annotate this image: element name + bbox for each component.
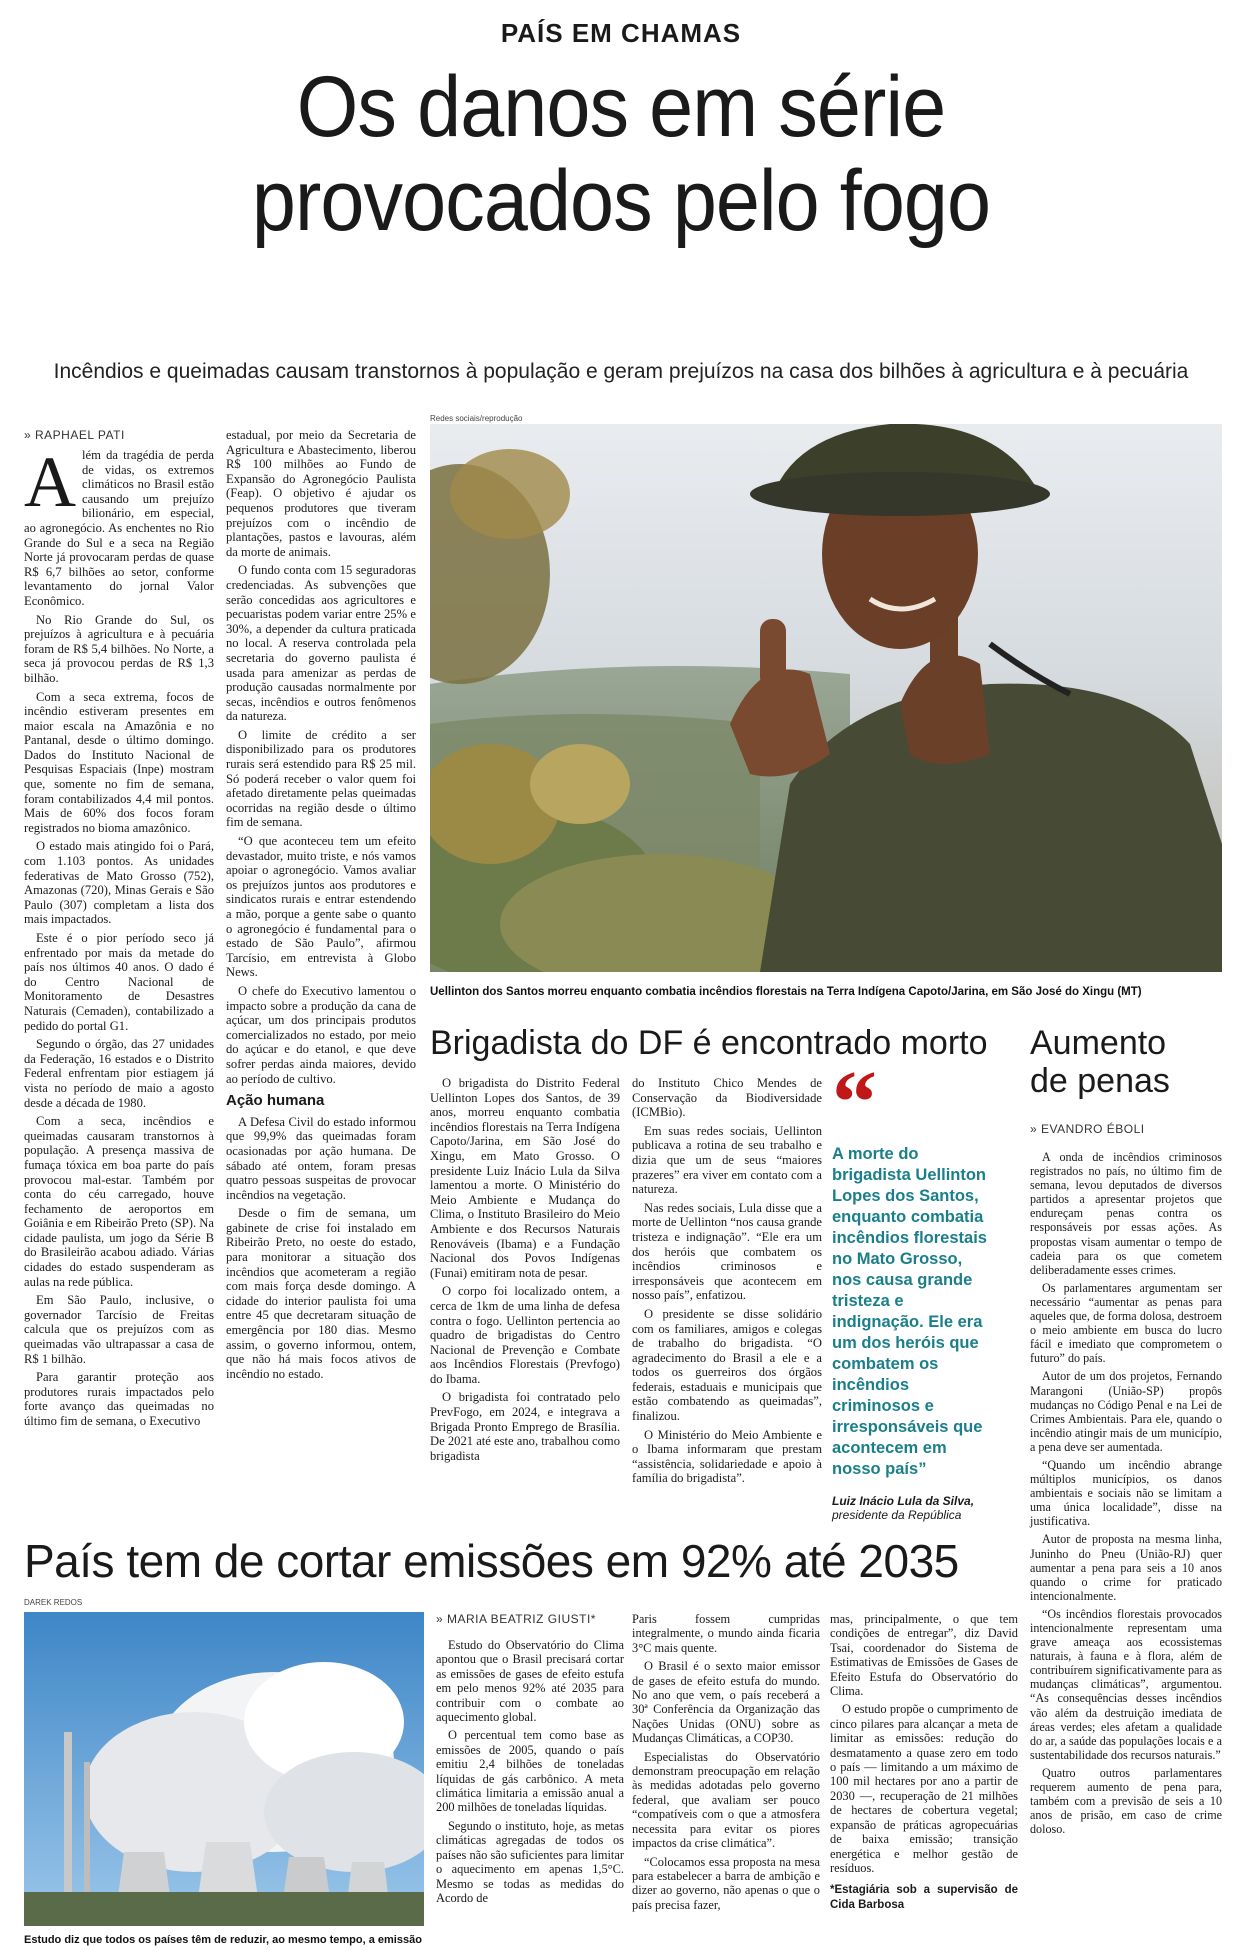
- emissoes-col1-para: O percentual tem como base as emissões de 2005, quando o país emitiu 2,4 bilhões de toneladas líquidas de gás carbônico. A meta climática limitaria a emissão anual a 200 milhões de toneladas líquidas.: [436, 1728, 624, 1815]
- headline-line-1: Os danos em série: [296, 59, 946, 155]
- emissoes-column-2: [632, 1612, 820, 1916]
- penas-para: Autor de um dos projetos, Fernando Marangoni (União-SP) propôs mudanças no Código Penal e na Lei de Crimes Ambientais. Para ele, quando o incêndio atingir mais de um município, a pena deve ser aumentada.: [1030, 1369, 1222, 1454]
- main-column-1: [24, 442, 214, 1433]
- brigadista-col2-para: O presidente se disse solidário com os familiares, amigos e colegas de trabalho do brigadista. “O agradecimento do Brasil a ele e a todos os guerreiros dos órgãos federais, estaduais e municipais que estão combatendo as queimadas”, finalizou.: [632, 1306, 822, 1424]
- photo-credit: Redes sociais/reprodução: [430, 414, 523, 423]
- brigadista-col2-para: Em suas redes sociais, Uellinton publicava a rotina de seu trabalho e dizia que um de seus “maiores prazeres” era viver em contato com a natureza.: [632, 1123, 822, 1197]
- main-col1-para: Segundo o órgão, das 27 unidades da Federação, 16 estados e o Distrito Federal enfrentam pior estiagem já vista no período de maio a agosto desde a década de 1980.: [24, 1037, 214, 1110]
- main-col1-para: Com a seca, incêndios e queimadas causaram transtornos à população. A presença massiva de fumaça tóxica em boa parte do país provocou mal-estar. Também por conta do céu carregado, houve fechamento de aeroportos em Goiânia e em Ribeirão Preto (SP). Na cidade paulista, um jogo da Série B do Brasileirão acabou adiado. Várias cidades do estado suspenderam as aulas na rede pública.: [24, 1114, 214, 1289]
- emissoes-col1-para: Estudo do Observatório do Clima apontou que o Brasil precisará cortar as emissões de gases de efeito estufa em pelo menos 92% até 2035 para contribuir com o combate ao aquecimento global.: [436, 1638, 624, 1725]
- pull-quote-text: A morte do brigadista Uellinton Lopes dos Santos, enquanto combatia incêndios florestais no Mato Grosso, nos causa grande tristeza e indignação. Ele era um dos heróis que combatem os incêndios criminosos e irresponsáveis que acontecem em nosso país”: [832, 1145, 987, 1478]
- main-headline: [59, 60, 1183, 248]
- brigadista-col1-para: O brigadista do Distrito Federal Uellinton Lopes dos Santos, de 39 anos, morreu enquanto combatia incêndios florestais na Terra Indígena Capoto/Jarina, em São José do Xingu, em Mato Grosso. O presidente Luiz Inácio Lula da Silva lamentou a morte. O Ministério do Meio Ambiente e Mudança do Clima, o Instituto Brasileiro do Meio Ambiente e dos Recursos Naturais Renováveis (Ibama) e a Fundação Nacional dos Povos Indígenas (Funai) emitiram nota de pesar.: [430, 1076, 620, 1280]
- emissoes-column-1: [436, 1638, 624, 1909]
- pull-quote-attribution: [832, 1494, 992, 1522]
- brigadista-col1-para: O corpo foi localizado ontem, a cerca de 1km de uma linha de defesa contra o fogo. Uellinton pertencia ao quadro de brigadistas do Centro Nacional de Prevenção e Combate aos Incêndios Florestais (Prevfogo) do Ibama.: [430, 1284, 620, 1386]
- brigadista-column-1: [430, 1076, 620, 1467]
- main-col1-para: Com a seca extrema, focos de incêndio estiveram presentes em maior escala na Amazônia e no Pantanal, desde o último domingo. Dados do Instituto Nacional de Pesquisas Espaciais (Inpe) mostram que, somente no fim de semana, foram contabilizados 4,4 mil pontos. Mais de 60% dos focos foram registrados no bioma amazônico.: [24, 689, 214, 835]
- penas-para: “Os incêndios florestais provocados intencionalmente representam uma grave ameaça aos ecossistemas naturais, à fauna e à flora, além de contribuírem significativamente para as mudanças climáticas”, argumentou. “As consequências desses incêndios vão além da destruição imediata de áreas verdes; eles afetam a qualidade do ar, a saúde das populações locais e a sustentabilidade dos recursos naturais.”: [1030, 1606, 1222, 1762]
- main-col1-para: Em São Paulo, inclusive, o governador Tarcísio de Freitas calcula que os prejuízos com as queimadas vão ultrapassar a casa de R$ 1 bilhão.: [24, 1293, 214, 1366]
- main-col2-para: estadual, por meio da Secretaria de Agricultura e Abastecimento, liberou R$ 100 milhões ao Fundo de Expansão do Agronegócio Paulista (Feap). O objetivo é ajudar os pequenos produtores que tiveram prejuízos com o incêndio de plantações, pastos e lavouras, além da morte de animais.: [226, 428, 416, 559]
- emissoes-col3-para: mas, principalmente, o que tem condições de entregar”, diz David Tsai, coordenador do Sistema de Estimativas de Emissões de Gases de Efeito Estufa do Observatório do Clima.: [830, 1612, 1018, 1699]
- headline-line-2: provocados pelo fogo: [251, 153, 991, 249]
- penas-para: “Quando um incêndio abrange múltiplos municípios, os danos ambientais e sociais não se limitam a uma única localidade”, disse na justificativa.: [1030, 1457, 1222, 1529]
- main-column-2: [226, 428, 416, 1385]
- main-byline: » RAPHAEL PATI: [24, 428, 125, 442]
- power-plant-illustration: [24, 1612, 424, 1926]
- main-col1-para: No Rio Grande do Sul, os prejuízos à agricultura e à pecuária foram de R$ 5,4 bilhões. No Norte, a seca já provocou perdas de R$ 1,3 bilhão.: [24, 612, 214, 685]
- main-col1-para: Este é o pior período seco já enfrentado por mais da metade do país nos últimos 40 anos. O dado é do Centro Nacional de Monitoramento de Desastres Naturais (Cemaden), contabilizado a pedido do portal G1.: [24, 931, 214, 1033]
- emissoes-col3-para: O estudo propõe o cumprimento de cinco pilares para alcançar a meta de limitar as emissões: redução do desmatamento a quase zero em todo o país — limitando a um máximo de 100 mil hectares por ano a partir de 2030 —, recuperação de 21 milhões de hectares de cobertura vegetal; expansão de práticas agropecuárias de baixa emissão; transição energética e melhor gestão de resíduos.: [830, 1702, 1018, 1875]
- emissoes-col2-para: O Brasil é o sexto maior emissor de gases de efeito estufa do mundo. No ano que vem, o país receberá a 30ª Conferência da Organização das Nações Unidas (ONU) sobre as Mudanças Climáticas, a COP30.: [632, 1659, 820, 1746]
- headline-deck: Incêndios e queimadas causam transtornos à população e geram prejuízos na casa dos bilhões à agricultura e à pecuária: [53, 360, 1189, 383]
- intern-note: *Estagiária sob a supervisão de Cida Barbosa: [830, 1884, 1018, 1911]
- brigadista-photo: [430, 424, 1222, 972]
- emissoes-byline: » MARIA BEATRIZ GIUSTI*: [436, 1612, 596, 1626]
- main-col1-para: Além da tragédia de perda de vidas, os extremos climáticos no Brasil estão causando um prejuízo bilionário, em especial, ao agronegócio. As enchentes no Rio Grande do Sul e a seca na Região Norte já provocaram perdas de quase R$ 6,7 bilhões ao setor, conforme levantamento do jornal Valor Econômico.: [24, 442, 214, 608]
- brigadista-col2-para: do Instituto Chico Mendes de Conservação da Biodiversidade (ICMBio).: [632, 1076, 822, 1120]
- pull-quote-name: Luiz Inácio Lula da Silva,: [832, 1494, 975, 1508]
- main-col1-para: O estado mais atingido foi o Pará, com 1.103 pontos. As unidades federativas de Mato Grosso (752), Amazonas (720), Minas Gerais e São Paulo (307) completam a lista dos mais impactados.: [24, 839, 214, 927]
- penas-title: [1030, 1024, 1230, 1100]
- main-col2-para: “O que aconteceu tem um efeito devastador, muito triste, e nós vamos apoiar o agronegócio. Vamos avaliar os prejuízos juntos aos produtores e sindicatos rurais e entrar estendendo a mão, porque a gente sabe o quanto o agronegócio é fundamental para o estado de São Paulo”, afirmou Tarcísio, em entrevista à Globo News.: [226, 834, 416, 980]
- power-plant-photo: [24, 1612, 424, 1926]
- main-col2-para: A Defesa Civil do estado informou que 99,9% das queimadas foram ocasionadas por ação humana. De sábado até ontem, foram presas quatro pessoas suspeitas de provocar incêndios na vegetação.: [226, 1114, 416, 1202]
- main-col2-para: O limite de crédito a ser disponibilizado para os produtores rurais será estendido para R$ 25 mil. Só poderá receber o valor quem foi afetado diretamente pelas queimadas ocorridas na região desde o último fim de semana.: [226, 727, 416, 830]
- section-kicker: PAÍS EM CHAMAS: [500, 18, 742, 48]
- penas-title-line-1: Aumento: [1030, 1024, 1167, 1062]
- emissoes-photo-caption: Estudo diz que todos os países têm de reduzir, ao mesmo tempo, a emissão: [24, 1934, 422, 1946]
- photo-caption: Uellinton dos Santos morreu enquanto combatia incêndios florestais na Terra Indígena Capoto/Jarina, em São José do Xingu (MT): [430, 986, 1142, 998]
- quote-mark-icon: “: [832, 1053, 877, 1152]
- pull-quote: [832, 1053, 992, 1522]
- emissoes-column-3: [830, 1612, 1018, 1916]
- penas-para: A onda de incêndios criminosos registrados no país, no último fim de semana, levou deputados de diversos partidos a apresentar projetos que endureçam penas contra os responsáveis por essas ações. As propostas visam aumentar o tempo de cadeia para os que cometem deliberadamente esses crimes.: [1030, 1150, 1222, 1277]
- brigadista-column-2: [632, 1076, 822, 1490]
- emissoes-photo-credit: DAREK REDOS: [24, 1598, 83, 1607]
- brigadista-col1-para: O brigadista foi contratado pelo PrevFogo, em 2024, e integrava a Brigada Pronto Emprego de Brasília. De 2021 até este ano, trabalhou como brigadista: [430, 1390, 620, 1463]
- penas-byline: » EVANDRO ÉBOLI: [1030, 1122, 1145, 1136]
- subhead-acao-humana: Ação humana: [226, 1092, 325, 1110]
- emissoes-col1-para: Segundo o instituto, hoje, as metas climáticas agregadas de todos os países não são suficientes para limitar o aquecimento em apenas 1,5°C. Mesmo se todas as medidas do Acordo de: [436, 1818, 624, 1905]
- main-col1-para: Para garantir proteção aos produtores rurais impactados pelo forte avanço das queimadas no último fim de semana, o Executivo: [24, 1370, 214, 1428]
- drop-cap: A: [24, 442, 76, 522]
- brigadista-photo-illustration: [430, 424, 1222, 972]
- main-col2-para: Desde o fim de semana, um gabinete de crise foi instalado em Ribeirão Preto, no oeste do estado, para monitorar a situação dos incêndios que acometeram a região com mais força desde domingo. A cidade do interior paulista foi uma entre 45 que decretaram situação de emergência por 180 dias. Mesmo assim, o governo informou, ontem, que não há mais focos ativos de incêndio no estado.: [226, 1206, 416, 1381]
- brigadista-col2-para: O Ministério do Meio Ambiente e o Ibama informaram que prestam “assistência, solidariedade e apoio à família do brigadista”.: [632, 1427, 822, 1486]
- emissoes-col2-para: “Colocamos essa proposta na mesa para estabelecer a barra de ambição e dizer ao governo, não apenas o que o país precisa fazer,: [632, 1854, 820, 1912]
- emissoes-title: País tem de cortar emissões em 92% até 2035: [24, 1535, 959, 1587]
- pull-quote-role: presidente da República: [832, 1508, 962, 1522]
- penas-para: Os parlamentares argumentam ser necessário “aumentar as penas para aqueles que, de forma dolosa, destroem o meio ambiente em busca do lucro fácil e imediato que comprometem o futuro” do país.: [1030, 1280, 1222, 1366]
- penas-title-line-2: de penas: [1030, 1062, 1170, 1100]
- penas-para: Autor de proposta na mesma linha, Juninho do Pneu (União-RJ) quer aumentar a pena para seis a 10 anos quando o crime for praticado intencionalmente.: [1030, 1532, 1222, 1603]
- main-col2-para: O chefe do Executivo lamentou o impacto sobre a produção da cana de açúcar, um dos principais produtos comercializados no estado, por meio do açúcar e do etanol, e que deve sofrer perdas ainda maiores, devido ao período de cultivo.: [226, 983, 416, 1086]
- brigadista-title: Brigadista do DF é encontrado morto: [430, 1024, 988, 1062]
- brigadista-col2-para: Nas redes sociais, Lula disse que a morte de Uellinton “nos causa grande tristeza e indignação”. “Ele era um dos heróis que combatem os incêndios criminosos e irresponsáveis que acontecem em nosso país”, enfatizou.: [632, 1200, 822, 1303]
- emissoes-col2-para: Especialistas do Observatório demonstram preocupação em relação às medidas adotadas pelo governo federal, que avaliam ser pouco “compatíveis com o que a atmosfera necessita para evitar os piores impactos da crise climática”.: [632, 1749, 820, 1851]
- emissoes-col2-para: Paris fossem cumpridas integralmente, o mundo ainda ficaria 3°C mais quente.: [632, 1612, 820, 1655]
- penas-para: Quatro outros parlamentares requerem aumento de pena para, também com a previsão de seis a 10 anos de prisão, em caso de crime doloso.: [1030, 1765, 1222, 1837]
- main-col2-para: O fundo conta com 15 seguradoras credenciadas. As subvenções que serão concedidas aos agricultores e pecuaristas podem variar entre 25% e 30%, a depender da cultura praticada no local. A reserva controlada pela secretaria do governo paulista é usada para amenizar as perdas de produção causadas normalmente por secas, incêndios e outros fenômenos da natureza.: [226, 563, 416, 724]
- penas-column: [1030, 1150, 1222, 1840]
